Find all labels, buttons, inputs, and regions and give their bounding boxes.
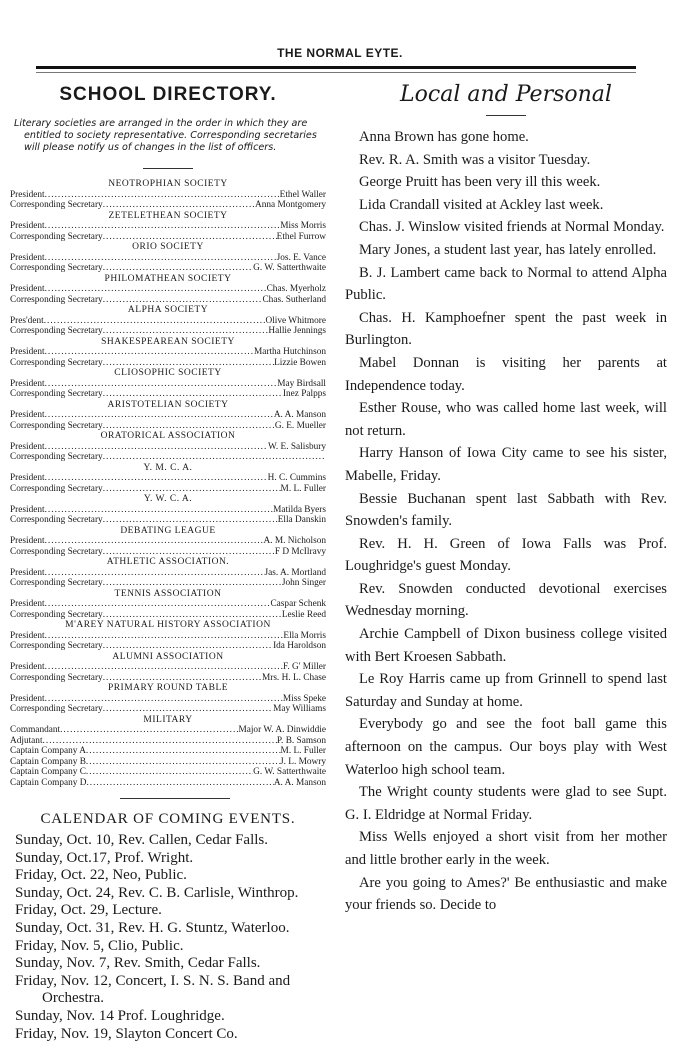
officer-row — [10, 662, 326, 673]
officer-title: Corresponding Secretary — [10, 515, 103, 525]
dot-leader — [103, 421, 275, 432]
news-item: Everybody go and see the foot ball game this afternoon on the campus. Our boys play with West Waterloo high school team. — [345, 716, 667, 778]
officer-title: Captain Company D — [10, 777, 87, 788]
news-item: Mary Jones, a student last year, has lately enrolled. — [359, 241, 657, 258]
news-item: Archie Campbell of Dixon business college visited with Bert Kroesen Sabbath. — [345, 626, 667, 665]
officer-title: President — [10, 410, 45, 420]
dot-leader — [45, 190, 280, 201]
society-name: ATHLETIC ASSOCIATION. — [106, 557, 230, 567]
dot-leader — [45, 253, 277, 264]
society-name: ARISTOTELIAN SOCIETY — [107, 399, 229, 410]
dot-leader — [103, 200, 255, 211]
calendar-item: Sunday, Oct.17, Prof. Wright. — [15, 849, 194, 866]
directory-list — [10, 179, 326, 788]
news-item: Bessie Buchanan spent last Sabbath with Rev. Snowden's family. — [345, 490, 667, 530]
dot-leader — [45, 284, 267, 295]
officer-name: G. W. Satterthwaite — [253, 767, 326, 777]
officer-row — [10, 358, 326, 369]
officer-name: Matilda Byers — [273, 504, 326, 515]
officer-row — [10, 263, 326, 274]
society-name: TENNIS ASSOCIATION — [114, 588, 222, 599]
officer-title: Corresponding Secretary — [10, 389, 103, 399]
dot-leader — [45, 221, 281, 232]
officer-row — [10, 505, 326, 516]
officer-name: John Singer — [281, 578, 326, 588]
officer-title: President — [10, 252, 45, 263]
officer-row — [10, 442, 326, 453]
officer-row — [10, 746, 326, 757]
dot-leader — [45, 410, 274, 421]
dot-leader — [103, 641, 273, 652]
divider — [120, 798, 230, 799]
calendar-item: Sunday, Oct. 24, Rev. C. B. Carlisle, Winthrop. — [15, 884, 299, 901]
officer-name: May Williams — [273, 704, 326, 714]
calendar-item: Friday, Oct. 29, Lecture. — [15, 902, 162, 919]
officer-title: Commandant — [10, 725, 61, 735]
dot-leader — [45, 662, 283, 673]
dot-leader — [86, 778, 273, 789]
officer-title: Corresponding Secretary — [10, 483, 103, 494]
dot-leader — [45, 379, 278, 390]
society-name: PHILOMATHEAN SOCIETY — [104, 273, 232, 284]
officer-title: Corresponding Secretary — [10, 326, 103, 336]
officer-row — [10, 200, 326, 211]
calendar-item: Friday, Nov. 12, Concert, I. S. N. S. Band and Orchestra. — [15, 972, 291, 1007]
officer-title: President — [10, 630, 45, 641]
society-name: SHAKESPEAREAN SOCIETY — [101, 336, 235, 347]
society-name: Y. M. C. A. — [143, 462, 193, 473]
dot-leader — [45, 631, 284, 642]
masthead: THE NORMAL EYTE. — [277, 46, 403, 60]
news-item: Harry Hanson of Iowa City came to see his sister, Mabelle, Friday. — [345, 445, 667, 484]
news-item: Esther Rouse, who was called home last week, will not return. — [345, 400, 667, 439]
officer-name: G. E. Mueller — [274, 420, 326, 431]
officer-name: Caspar Schenk — [270, 599, 326, 609]
divider — [486, 115, 526, 116]
officer-row — [10, 778, 326, 789]
officer-name: Jas. A. Mortland — [264, 567, 326, 578]
society-name: ALUMNI ASSOCIATION — [112, 651, 224, 662]
officer-name: Major W. A. Dinwiddie — [238, 725, 326, 735]
officer-row — [10, 452, 326, 463]
officer-name: Ella Morris — [283, 630, 326, 641]
officer-title: President — [10, 441, 45, 452]
officer-title: Corresponding Secretary — [10, 452, 103, 462]
officer-row — [10, 578, 326, 589]
officer-title: Corresponding Secretary — [10, 546, 103, 557]
officer-title: Pres'dent — [10, 315, 44, 326]
officer-name: Anna Montgomery — [254, 200, 326, 210]
officer-name: Chas. Myerholz — [266, 284, 326, 294]
officer-title: Corresponding Secretary — [10, 609, 103, 620]
dot-leader — [44, 316, 266, 327]
officer-title: Adjutant — [10, 735, 43, 746]
officer-row — [10, 473, 326, 484]
left-column — [10, 80, 326, 1043]
society-name: M'AREY NATURAL HISTORY ASSOCIATION — [65, 620, 271, 630]
officer-title: President — [10, 662, 45, 672]
dot-leader — [103, 547, 275, 558]
calendar-title: CALENDAR OF COMING EVENTS. — [40, 811, 296, 827]
officer-title: Corresponding Secretary — [10, 200, 103, 210]
officer-row — [10, 190, 326, 201]
local-items — [345, 126, 667, 917]
officer-name: M. L. Fuller — [280, 746, 326, 756]
officer-row — [10, 767, 326, 778]
dot-leader — [45, 442, 268, 453]
officer-title: President — [10, 504, 45, 515]
officer-title: President — [10, 473, 45, 483]
calendar-list — [10, 832, 326, 1043]
dot-leader — [103, 263, 253, 274]
officer-title: President — [10, 693, 45, 704]
officer-name: Miss Speke — [282, 693, 326, 704]
dot-leader — [103, 515, 278, 526]
officer-row — [10, 704, 326, 715]
officer-row — [10, 410, 326, 421]
dot-leader — [45, 568, 265, 579]
officer-name: Ella Danskin — [277, 515, 326, 525]
news-item: The Wright county students were glad to see Supt. G. I. Eldridge at Normal Friday. — [345, 784, 667, 823]
society-name: NEOTROPHIAN SOCIETY — [108, 179, 228, 189]
officer-row — [10, 421, 326, 432]
officer-name: Olive Whitmore — [265, 315, 326, 326]
officer-title: President — [10, 599, 45, 609]
officer-title: Corresponding Secretary — [10, 704, 103, 714]
dot-leader — [103, 610, 282, 621]
officer-title: Corresponding Secretary — [10, 357, 103, 368]
dot-leader — [103, 326, 269, 337]
directory-title: SCHOOL DIRECTORY. — [59, 84, 277, 105]
dot-leader — [45, 536, 264, 547]
calendar-item: Friday, Nov. 19, Slayton Concert Co. — [15, 1025, 238, 1042]
officer-row — [10, 725, 326, 736]
officer-title: Corresponding Secretary — [10, 578, 103, 588]
officer-row — [10, 515, 326, 526]
calendar-item: Sunday, Nov. 14 Prof. Loughridge. — [15, 1007, 225, 1024]
officer-title: President — [10, 347, 45, 357]
calendar-item: Sunday, Oct. 31, Rev. H. G. Stuntz, Waterloo. — [15, 919, 290, 936]
officer-row — [10, 631, 326, 642]
officer-title: Corresponding Secretary — [10, 672, 103, 683]
officer-title: Captain Company C — [10, 767, 86, 777]
dot-leader — [103, 484, 281, 495]
officer-name: Miss Morris — [280, 221, 326, 231]
officer-name: A. A. Manson — [273, 410, 326, 420]
officer-row — [10, 736, 326, 747]
officer-name: A. M. Nicholson — [263, 536, 326, 546]
officer-row — [10, 326, 326, 337]
officer-row — [10, 295, 326, 306]
officer-name: Lizzie Bowen — [274, 357, 326, 368]
dot-leader — [45, 347, 254, 358]
news-item: Are you going to Ames?' Be enthusiastic and make your friends so. Decide to — [345, 874, 667, 914]
officer-row — [10, 536, 326, 547]
calendar-item: Friday, Nov. 5, Clio, Public. — [15, 937, 184, 954]
officer-row — [10, 599, 326, 610]
officer-title: President — [10, 378, 45, 389]
society-name: MILITARY — [143, 714, 193, 725]
officer-name: Ethel Waller — [279, 189, 326, 200]
dot-leader — [86, 746, 281, 757]
society-name: Y. W. C. A. — [143, 494, 193, 504]
officer-name: J. L. Mowry — [280, 756, 326, 767]
officer-row — [10, 232, 326, 243]
officer-name: Jos. E. Vance — [276, 252, 326, 263]
dot-leader — [103, 389, 283, 400]
dot-leader — [103, 295, 263, 306]
officer-row — [10, 547, 326, 558]
officer-title: Corresponding Secretary — [10, 294, 103, 305]
dot-leader — [45, 694, 283, 705]
officer-name: Chas. Sutherland — [262, 294, 326, 305]
officer-name: Hallie Jennings — [268, 326, 326, 336]
dot-leader — [60, 725, 238, 736]
dot-leader — [103, 704, 273, 715]
officer-name: Mrs. H. L. Chase — [261, 672, 326, 683]
dot-leader — [43, 736, 277, 747]
dot-leader — [86, 757, 280, 768]
officer-title: Corresponding Secretary — [10, 420, 103, 431]
officer-row — [10, 284, 326, 295]
officer-name: A. A. Manson — [273, 777, 326, 788]
officer-title: President — [10, 567, 45, 578]
divider — [143, 168, 193, 169]
news-item: Chas. J. Winslow visited friends at Normal Monday. — [359, 219, 665, 236]
society-name: DEBATING LEAGUE — [120, 525, 216, 536]
dot-leader — [103, 232, 277, 243]
dot-leader — [103, 673, 262, 684]
dot-leader — [45, 505, 273, 516]
officer-name: Ethel Furrow — [276, 231, 326, 242]
officer-row — [10, 641, 326, 652]
masthead-rule — [36, 66, 636, 69]
officer-name: G. W. Satterthwaite — [253, 263, 326, 273]
dot-leader — [86, 767, 253, 778]
officer-name: Inez Palpps — [282, 389, 326, 399]
masthead-rule-thin — [36, 72, 636, 73]
officer-title: Captain Company B — [10, 756, 86, 767]
officer-row — [10, 389, 326, 400]
calendar-item: Friday, Oct. 22, Neo, Public. — [15, 867, 187, 884]
officer-row — [10, 694, 326, 705]
dot-leader — [103, 578, 282, 589]
news-item: B. J. Lambert came back to Normal to attend Alpha Public. — [345, 264, 667, 304]
news-item: Chas. H. Kamphoefner spent the past week in Burlington. — [345, 309, 667, 349]
officer-row — [10, 568, 326, 579]
news-item: George Pruitt has been very ill this week. — [359, 174, 601, 191]
officer-row — [10, 484, 326, 495]
news-item: Le Roy Harris came up from Grinnell to spend last Saturday and Sunday at home. — [345, 671, 667, 710]
officer-name: H. C. Cummins — [267, 473, 326, 483]
officer-title: Corresponding Secretary — [10, 641, 103, 651]
officer-row — [10, 757, 326, 768]
officer-title: President — [10, 536, 45, 546]
officer-row — [10, 673, 326, 684]
society-name: PRIMARY ROUND TABLE — [107, 683, 229, 693]
officer-name: May Birdsall — [277, 378, 326, 389]
officer-row — [10, 221, 326, 232]
local-personal-title: Local and Personal — [400, 82, 612, 107]
officer-row — [10, 379, 326, 390]
officer-name: P. B. Samson — [276, 735, 326, 746]
calendar-item: Sunday, Nov. 7, Rev. Smith, Cedar Falls. — [15, 955, 261, 972]
dot-leader — [45, 473, 268, 484]
right-column — [345, 80, 667, 917]
officer-title: President — [10, 221, 45, 231]
officer-title: Captain Company A — [10, 746, 86, 756]
officer-title: President — [10, 284, 45, 294]
dot-leader — [103, 358, 274, 369]
society-name: CLIOSOPHIC SOCIETY — [114, 368, 222, 378]
dot-leader — [103, 452, 326, 463]
news-item: Lida Crandall visited at Ackley last week. — [359, 196, 604, 213]
officer-name: W. E. Salisbury — [267, 441, 326, 452]
officer-name: F D McIlravy — [274, 546, 326, 557]
officer-name: Martha Hutchinson — [253, 347, 326, 357]
news-item: Miss Wells enjoyed a short visit from her mother and little brother early in the week. — [345, 829, 667, 868]
officer-row — [10, 316, 326, 327]
officer-name: M. L. Fuller — [280, 483, 326, 494]
officer-row — [10, 253, 326, 264]
directory-intro: Literary societies are arranged in the order in which they are entitled to society representative. Corresponding secretaries will please notify us of changes in the list of officers. — [14, 118, 317, 153]
officer-name: Ida Haroldson — [273, 641, 326, 651]
society-name: ALPHA SOCIETY — [127, 305, 209, 315]
news-item: Mabel Donnan is visiting her parents at Independence today. — [345, 354, 667, 394]
society-name: ZETELETHEAN SOCIETY — [108, 210, 228, 221]
officer-name: Leslie Reed — [281, 609, 326, 620]
officer-row — [10, 610, 326, 621]
officer-name: F. G' Miller — [282, 662, 326, 672]
officer-title: Corresponding Secretary — [10, 231, 103, 242]
news-item: Rev. Snowden conducted devotional exercises Wednesday morning. — [345, 580, 667, 620]
news-item: Rev. R. A. Smith was a visitor Tuesday. — [359, 151, 591, 168]
news-item: Rev. H. H. Green of Iowa Falls was Prof. Loughridge's guest Monday. — [345, 535, 667, 575]
officer-row — [10, 347, 326, 358]
dot-leader — [45, 599, 271, 610]
officer-title: President — [10, 189, 45, 200]
society-name: ORATORICAL ASSOCIATION — [100, 431, 236, 441]
news-item: Anna Brown has gone home. — [359, 129, 529, 145]
society-name: ORIO SOCIETY — [132, 242, 204, 252]
calendar-item: Sunday, Oct. 10, Rev. Callen, Cedar Falls. — [15, 832, 269, 848]
officer-title: Corresponding Secretary — [10, 263, 103, 273]
